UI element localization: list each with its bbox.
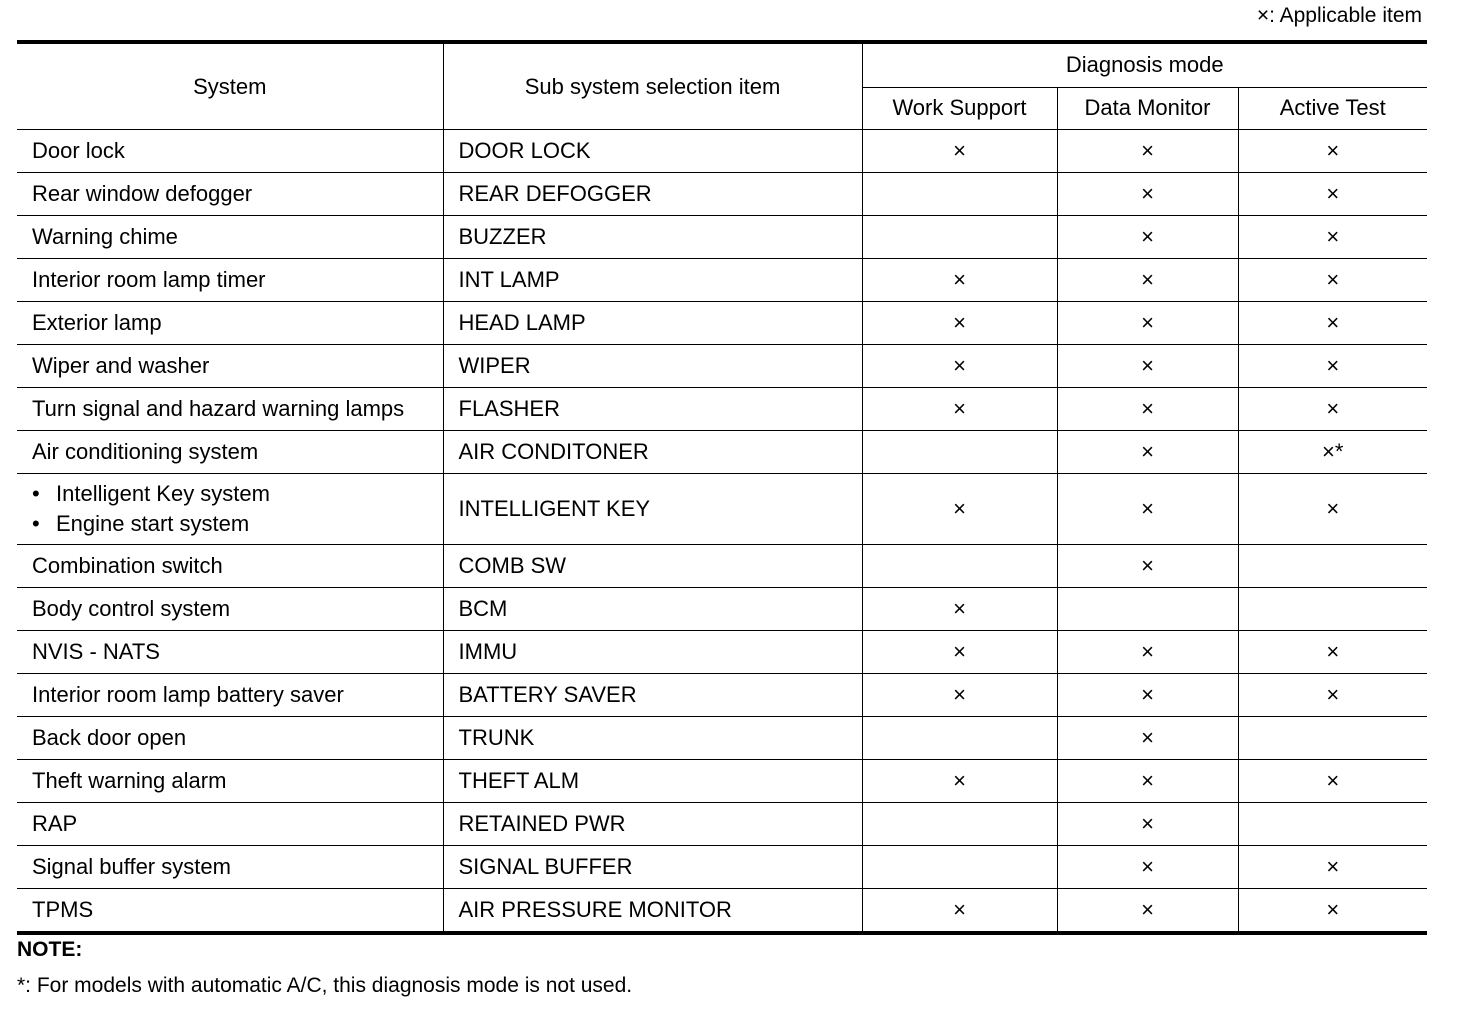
work-support-mark: [862, 216, 1057, 259]
system-cell: [17, 474, 443, 545]
table-row: [17, 803, 1427, 846]
active-test-mark: ×: [1238, 889, 1427, 934]
sub-system-cell: HEAD LAMP: [443, 302, 862, 345]
data-monitor-mark: ×: [1057, 302, 1238, 345]
sub-system-cell: DOOR LOCK: [443, 130, 862, 173]
system-cell: Theft warning alarm: [17, 760, 443, 803]
table-row: [17, 216, 1427, 259]
active-test-mark: ×: [1238, 216, 1427, 259]
header-data-monitor: Data Monitor: [1057, 87, 1238, 130]
active-test-mark: [1238, 803, 1427, 846]
system-cell: NVIS - NATS: [17, 631, 443, 674]
data-monitor-mark: ×: [1057, 474, 1238, 545]
work-support-mark: ×: [862, 388, 1057, 431]
header-sub-system: Sub system selection item: [443, 42, 862, 130]
work-support-mark: ×: [862, 130, 1057, 173]
sub-system-cell: BUZZER: [443, 216, 862, 259]
table-row: [17, 545, 1427, 588]
data-monitor-mark: ×: [1057, 760, 1238, 803]
sub-system-cell: THEFT ALM: [443, 760, 862, 803]
sub-system-cell: SIGNAL BUFFER: [443, 846, 862, 889]
work-support-mark: [862, 173, 1057, 216]
table-row: [17, 588, 1427, 631]
work-support-mark: ×: [862, 631, 1057, 674]
sub-system-cell: FLASHER: [443, 388, 862, 431]
active-test-mark: ×: [1238, 259, 1427, 302]
work-support-mark: ×: [862, 889, 1057, 934]
system-cell: Signal buffer system: [17, 846, 443, 889]
active-test-mark: ×: [1238, 388, 1427, 431]
sub-system-cell: AIR PRESSURE MONITOR: [443, 889, 862, 934]
table-body: [17, 130, 1427, 934]
table-row: [17, 302, 1427, 345]
system-cell: Rear window defogger: [17, 173, 443, 216]
table-row: [17, 130, 1427, 173]
system-cell: Interior room lamp timer: [17, 259, 443, 302]
data-monitor-mark: ×: [1057, 803, 1238, 846]
footnote-text: *: For models with automatic A/C, this diagnosis mode is not used.: [17, 974, 633, 997]
data-monitor-mark: ×: [1057, 130, 1238, 173]
active-test-mark: ×: [1238, 760, 1427, 803]
system-bullet-item: • Intelligent Key system: [32, 479, 443, 509]
data-monitor-mark: ×: [1057, 889, 1238, 934]
sub-system-cell: INTELLIGENT KEY: [443, 474, 862, 545]
work-support-mark: [862, 545, 1057, 588]
table-row: [17, 846, 1427, 889]
active-test-mark: ×: [1238, 130, 1427, 173]
legend-text: ×: Applicable item: [1256, 4, 1422, 27]
sub-system-cell: INT LAMP: [443, 259, 862, 302]
header-diagnosis-mode: Diagnosis mode: [862, 42, 1427, 87]
note-label: NOTE:: [17, 938, 83, 961]
active-test-mark: ×: [1238, 846, 1427, 889]
active-test-mark: [1238, 545, 1427, 588]
data-monitor-mark: ×: [1057, 631, 1238, 674]
system-cell: Interior room lamp battery saver: [17, 674, 443, 717]
system-cell: Door lock: [17, 130, 443, 173]
data-monitor-mark: ×: [1057, 216, 1238, 259]
system-cell: Wiper and washer: [17, 345, 443, 388]
table-row: [17, 474, 1427, 545]
header-active-test: Active Test: [1238, 87, 1427, 130]
sub-system-cell: RETAINED PWR: [443, 803, 862, 846]
data-monitor-mark: ×: [1057, 259, 1238, 302]
table-row: [17, 760, 1427, 803]
system-cell: Combination switch: [17, 545, 443, 588]
data-monitor-mark: ×: [1057, 846, 1238, 889]
active-test-mark: ×: [1238, 345, 1427, 388]
header-system: System: [17, 42, 443, 130]
work-support-mark: ×: [862, 474, 1057, 545]
active-test-mark: ×*: [1238, 431, 1427, 474]
table-row: [17, 388, 1427, 431]
work-support-mark: ×: [862, 588, 1057, 631]
data-monitor-mark: [1057, 588, 1238, 631]
sub-system-cell: BCM: [443, 588, 862, 631]
sub-system-cell: BATTERY SAVER: [443, 674, 862, 717]
work-support-mark: ×: [862, 259, 1057, 302]
table-row: [17, 173, 1427, 216]
work-support-mark: ×: [862, 674, 1057, 717]
data-monitor-mark: ×: [1057, 388, 1238, 431]
work-support-mark: [862, 431, 1057, 474]
work-support-mark: [862, 803, 1057, 846]
system-cell: RAP: [17, 803, 443, 846]
system-cell: Turn signal and hazard warning lamps: [17, 388, 443, 431]
work-support-mark: ×: [862, 345, 1057, 388]
active-test-mark: ×: [1238, 474, 1427, 545]
sub-system-cell: AIR CONDITONER: [443, 431, 862, 474]
data-monitor-mark: ×: [1057, 717, 1238, 760]
system-cell: Back door open: [17, 717, 443, 760]
sub-system-cell: WIPER: [443, 345, 862, 388]
active-test-mark: ×: [1238, 631, 1427, 674]
table-row: [17, 717, 1427, 760]
data-monitor-mark: ×: [1057, 173, 1238, 216]
sub-system-cell: IMMU: [443, 631, 862, 674]
table-row: [17, 674, 1427, 717]
data-monitor-mark: ×: [1057, 431, 1238, 474]
active-test-mark: ×: [1238, 173, 1427, 216]
active-test-mark: ×: [1238, 302, 1427, 345]
data-monitor-mark: ×: [1057, 345, 1238, 388]
active-test-mark: ×: [1238, 674, 1427, 717]
sub-system-cell: COMB SW: [443, 545, 862, 588]
system-cell: Body control system: [17, 588, 443, 631]
work-support-mark: ×: [862, 760, 1057, 803]
system-cell: TPMS: [17, 889, 443, 934]
system-cell: Exterior lamp: [17, 302, 443, 345]
data-monitor-mark: ×: [1057, 545, 1238, 588]
table-row: [17, 431, 1427, 474]
table-row: [17, 259, 1427, 302]
sub-system-cell: REAR DEFOGGER: [443, 173, 862, 216]
active-test-mark: [1238, 588, 1427, 631]
work-support-mark: [862, 717, 1057, 760]
header-work-support: Work Support: [862, 87, 1057, 130]
system-cell: Air conditioning system: [17, 431, 443, 474]
sub-system-cell: TRUNK: [443, 717, 862, 760]
table-row: [17, 889, 1427, 934]
work-support-mark: [862, 846, 1057, 889]
work-support-mark: ×: [862, 302, 1057, 345]
diagnosis-table: [17, 40, 1427, 935]
active-test-mark: [1238, 717, 1427, 760]
table-row: [17, 631, 1427, 674]
table-row: [17, 345, 1427, 388]
system-cell: Warning chime: [17, 216, 443, 259]
data-monitor-mark: ×: [1057, 674, 1238, 717]
system-bullet-item: • Engine start system: [32, 509, 443, 539]
